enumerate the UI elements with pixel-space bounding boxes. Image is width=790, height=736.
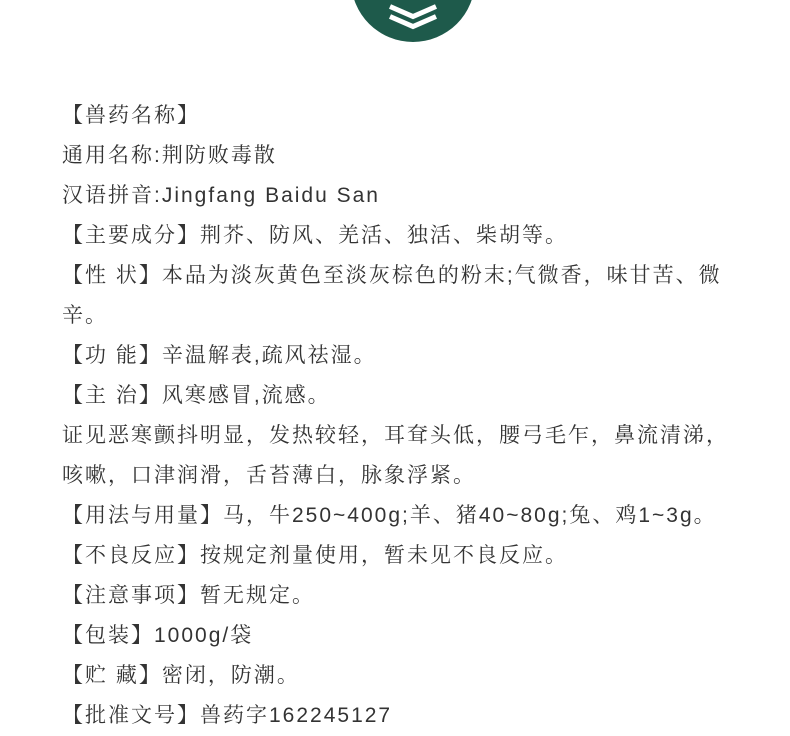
symptoms-line-1: 证见恶寒颤抖明显，发热较轻，耳耷头低，腰弓毛乍，鼻流清涕，: [62, 424, 729, 447]
approval-number-line: 【批准文号】兽药字162245127: [62, 704, 393, 727]
pinyin-name-line: 汉语拼音:Jingfang Baidu San: [62, 184, 380, 207]
indications-line: 【主 治】风寒感冒,流感。: [62, 384, 331, 407]
packaging-line: 【包装】1000g/袋: [62, 624, 254, 647]
function-line: 【功 能】辛温解表,疏风祛湿。: [62, 344, 377, 367]
main-ingredients-line: 【主要成分】荆芥、防风、羌活、独活、柴胡等。: [62, 224, 568, 247]
veterinary-drug-name-header: 【兽药名称】: [62, 104, 200, 127]
generic-name-line: 通用名称:荆防败毒散: [62, 144, 277, 167]
drug-description-body: [62, 96, 770, 736]
properties-line-2: 辛。: [62, 304, 108, 327]
adverse-reactions-line: 【不良反应】按规定剂量使用，暂未见不良反应。: [62, 544, 568, 567]
dosage-line: 【用法与用量】马，牛250~400g;羊、猪40~80g;兔、鸡1~3g。: [62, 504, 717, 527]
storage-line: 【贮 藏】密闭，防潮。: [62, 664, 300, 687]
properties-line-1: 【性 状】本品为淡灰黄色至淡灰棕色的粉末;气微香，味甘苦、微: [62, 264, 722, 287]
scroll-down-badge: [351, 0, 475, 42]
symptoms-line-2: 咳嗽，口津润滑，舌苔薄白，脉象浮紧。: [62, 464, 476, 487]
precautions-line: 【注意事项】暂无规定。: [62, 584, 315, 607]
